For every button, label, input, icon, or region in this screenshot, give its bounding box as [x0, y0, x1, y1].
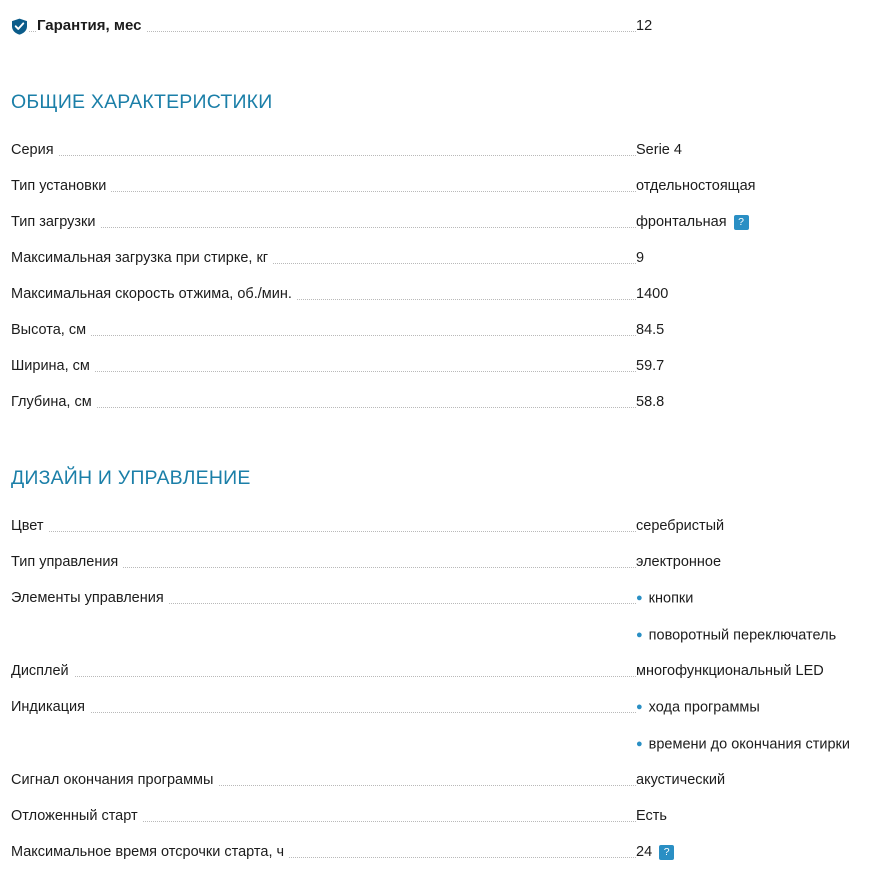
list-item	[636, 625, 879, 646]
spec-row-height	[0, 320, 879, 356]
help-icon[interactable]: ?	[734, 215, 749, 230]
spec-value: Serie 4	[636, 142, 682, 158]
spec-value-cell	[636, 212, 879, 232]
section-spacer	[0, 52, 879, 90]
spec-row-series	[0, 140, 879, 176]
spec-row-spin-speed	[0, 284, 879, 320]
list-item	[636, 697, 879, 718]
list-item	[636, 588, 879, 609]
section-title-design: ДИЗАЙН И УПРАВЛЕНИЕ	[11, 467, 251, 489]
spec-label-cell	[11, 697, 636, 717]
spec-label: Дисплей	[11, 661, 74, 681]
bullet-icon: ●	[636, 701, 643, 713]
spec-row-warranty	[0, 0, 879, 52]
list-item	[636, 734, 879, 755]
spec-label-cell	[11, 552, 636, 572]
spec-row-max-delay	[0, 842, 879, 878]
spec-row-delayed-start	[0, 806, 879, 842]
bullet-icon: ●	[636, 592, 643, 604]
dot-leader	[11, 155, 636, 156]
spec-label: Серия	[11, 140, 59, 160]
dot-leader	[11, 712, 636, 713]
dot-leader	[11, 335, 636, 336]
spec-value: 12	[636, 18, 653, 34]
spec-value-cell	[636, 842, 879, 862]
spec-row-color	[0, 516, 879, 552]
spec-value: 58.8	[636, 394, 665, 410]
spec-row-display	[0, 661, 879, 697]
spec-value: многофункциональный LED	[636, 663, 824, 679]
list-item-label: поворотный переключатель	[648, 627, 837, 643]
dot-leader	[11, 531, 636, 532]
spec-label: Индикация	[11, 697, 90, 717]
spec-value: 59.7	[636, 358, 665, 374]
spec-label: Максимальная скорость отжима, об./мин.	[11, 284, 297, 304]
spec-value: Есть	[636, 808, 667, 824]
spec-label: Глубина, см	[11, 392, 97, 412]
spec-label: Сигнал окончания программы	[11, 770, 218, 790]
spec-value: электронное	[636, 554, 722, 570]
spec-label: Максимальная загрузка при стирке, кг	[11, 248, 273, 268]
spec-label: Максимальное время отсрочки старта, ч	[11, 842, 289, 862]
dot-leader	[11, 227, 636, 228]
spec-label-cell	[11, 248, 636, 268]
spec-value: 24	[636, 844, 653, 860]
spec-label-cell	[11, 842, 636, 862]
list-item-label: времени до окончания стирки	[648, 736, 850, 752]
bullet-icon: ●	[636, 737, 643, 750]
spec-label-cell	[11, 588, 636, 608]
spec-label: Отложенный старт	[11, 806, 143, 826]
spec-label-cell	[11, 392, 636, 412]
spec-label: Цвет	[11, 516, 49, 536]
spec-row-width	[0, 356, 879, 392]
list-item-label: хода программы	[648, 699, 760, 716]
spec-value: фронтальная	[636, 214, 727, 230]
help-icon[interactable]: ?	[659, 845, 674, 860]
spec-label-cell	[11, 661, 636, 681]
spec-row-indication	[0, 697, 879, 754]
spec-label: Высота, см	[11, 320, 91, 340]
spec-label: Тип загрузки	[11, 212, 100, 232]
spec-label-cell	[11, 176, 636, 196]
section-title-general: ОБЩИЕ ХАРАКТЕРИСТИКИ	[11, 91, 273, 113]
spec-value-list	[636, 588, 879, 645]
spec-label-cell	[11, 516, 636, 536]
spec-row-end-signal	[0, 770, 879, 806]
spec-label-cell	[11, 284, 636, 304]
spec-row-install-type	[0, 176, 879, 212]
spec-row-load-type	[0, 212, 879, 248]
spec-value: 9	[636, 250, 645, 266]
spec-label-cell	[11, 140, 636, 160]
shield-check-icon	[11, 18, 28, 35]
spec-value: отдельностоящая	[636, 178, 756, 194]
spec-label-cell	[11, 770, 636, 790]
dot-leader	[11, 676, 636, 677]
spec-label: Гарантия, мес	[37, 16, 146, 36]
spec-row-max-load	[0, 248, 879, 284]
spec-value: акустический	[636, 772, 726, 788]
section-spacer	[0, 114, 879, 140]
spec-value: 1400	[636, 286, 669, 302]
dot-leader	[11, 371, 636, 372]
spec-label-cell	[11, 320, 636, 340]
spec-row-depth	[0, 392, 879, 428]
section-spacer	[0, 490, 879, 516]
section-spacer	[0, 428, 879, 466]
spec-row-control-elements	[0, 588, 879, 645]
spec-label-cell	[11, 356, 636, 376]
spec-value-list	[636, 697, 879, 754]
bullet-icon: ●	[636, 628, 643, 641]
list-item-label: кнопки	[648, 590, 694, 607]
spec-label: Элементы управления	[11, 588, 169, 608]
spec-row-control-type	[0, 552, 879, 588]
spec-label: Тип управления	[11, 552, 123, 572]
spec-value: серебристый	[636, 518, 725, 534]
spec-label-cell	[11, 16, 636, 36]
spec-label-cell	[11, 806, 636, 826]
spec-label-cell	[11, 212, 636, 232]
spec-value: 84.5	[636, 322, 665, 338]
spec-label: Ширина, см	[11, 356, 95, 376]
dot-leader	[11, 407, 636, 408]
spec-label: Тип установки	[11, 176, 111, 196]
